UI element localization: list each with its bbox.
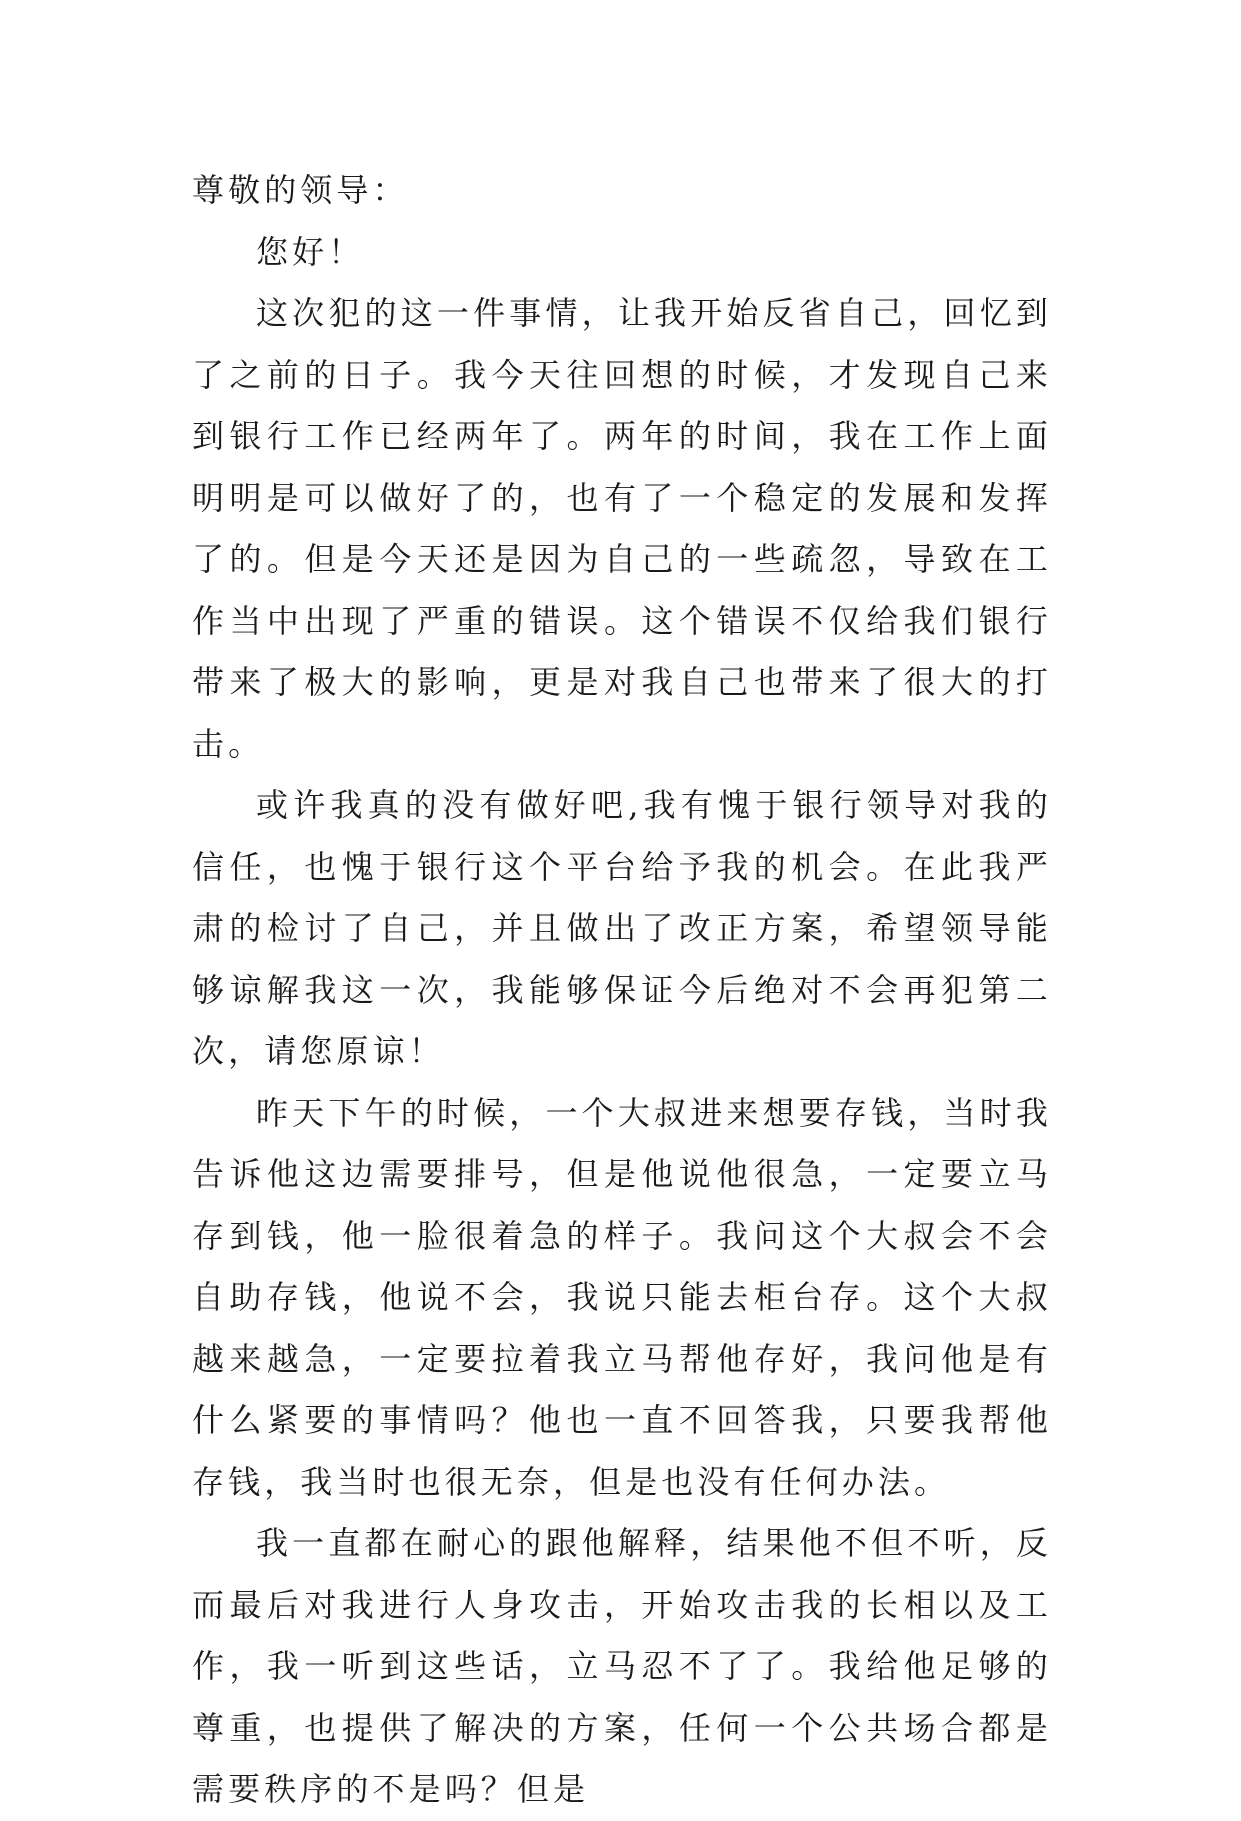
paragraph: 或许我真的没有做好吧,我有愧于银行领导对我的信任，也愧于银行这个平台给予我的机会。在此我严肃的检讨了自己，并且做出了改正方案，希望领导能够谅解我这一次，我能够保证今后绝对不会再犯第二次，请您原谅！ — [192, 786, 1052, 1070]
paragraph: 昨天下午的时候，一个大叔进来想要存钱，当时我告诉他这边需要排号，但是他说他很急，一定要立马存到钱，他一脸很着急的样子。我问这个大叔会不会自助存钱，他说不会，我说只能去柜台存。这个大叔越来越急，一定要拉着我立马帮他存好，我问他是有什么紧要的事情吗？他也一直不回答我，只要我帮他存钱，我当时也很无奈，但是也没有任何办法。 — [192, 1093, 1052, 1501]
salutation: 尊敬的领导： — [192, 171, 409, 209]
letter-body — [192, 160, 1052, 1821]
paragraph: 这次犯的这一件事情，让我开始反省自己，回忆到了之前的日子。我今天往回想的时候，才发现自己来到银行工作已经两年了。两年的时间，我在工作上面明明是可以做好了的，也有了一个稳定的发展和发挥了的。但是今天还是因为自己的一些疏忽，导致在工作当中出现了严重的错误。这个错误不仅给我们银行带来了极大的影响，更是对我自己也带来了很大的打击。 — [192, 294, 1052, 763]
paragraph: 我一直都在耐心的跟他解释，结果他不但不听，反而最后对我进行人身攻击，开始攻击我的长相以及工作，我一听到这些话，立马忍不了了。我给他足够的尊重，也提供了解决的方案，任何一个公共场合都是需要秩序的不是吗？但是 — [192, 1524, 1052, 1808]
greeting: 您好！ — [256, 232, 365, 271]
